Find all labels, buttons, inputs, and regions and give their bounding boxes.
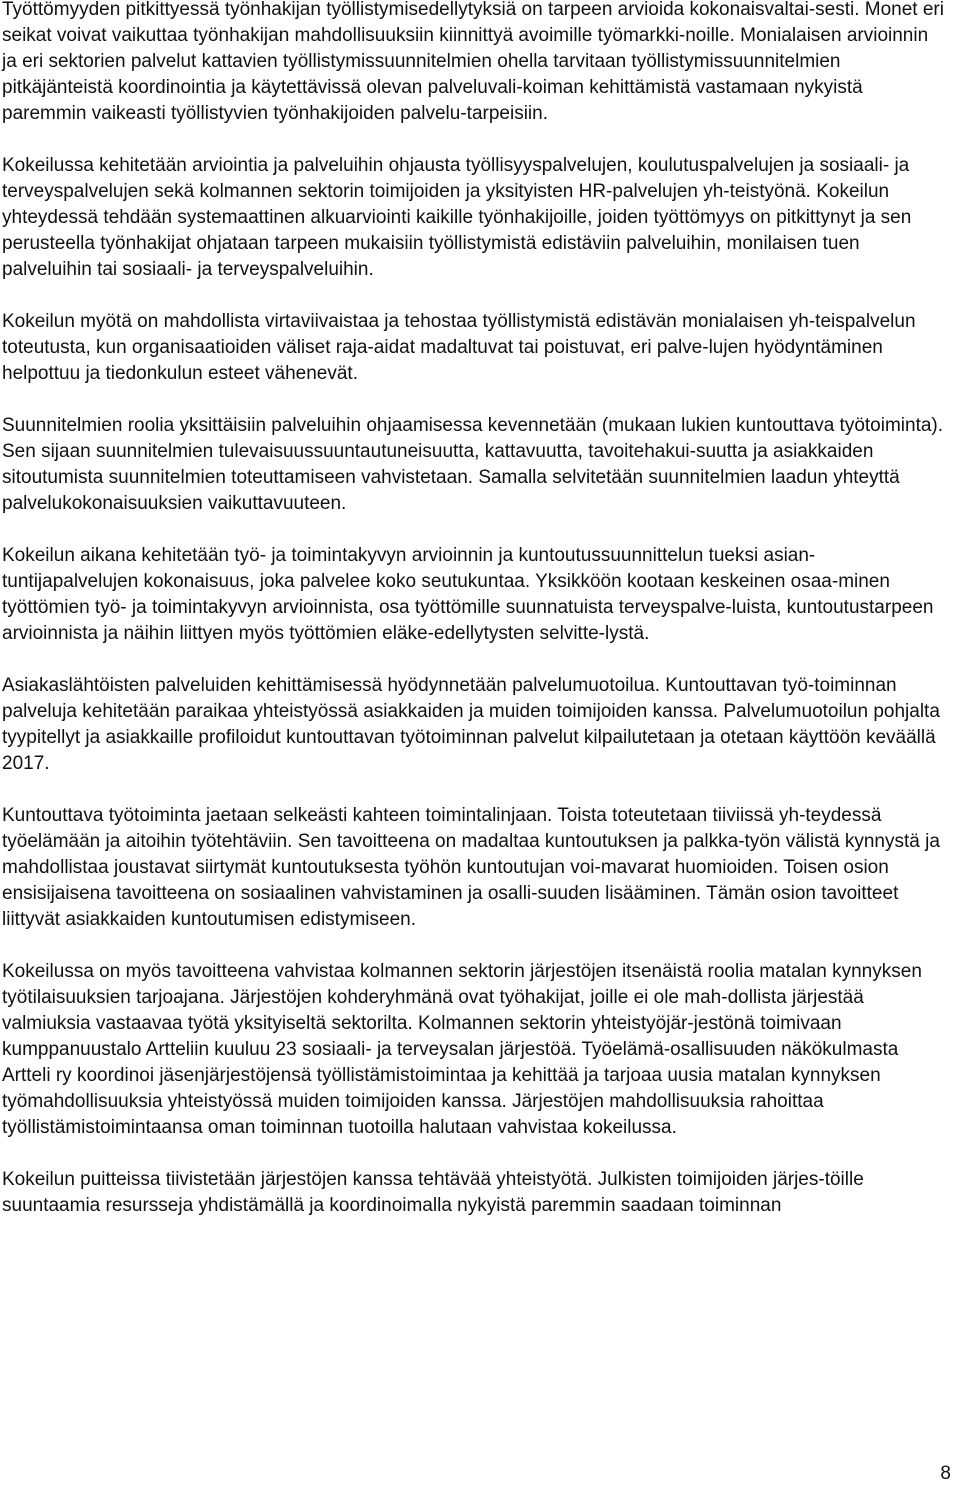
document-page: [2, 0, 946, 1245]
paragraph-5: Kokeilun aikana kehitetään työ- ja toimintakyvyn arvioinnin ja kuntoutussuunnittelun tueksi asian-tuntijapalvelujen kokonaisuus, joka palvelee koko seutukuntaa. Yksikköön kootaan keskeinen osaa-minen työttömien työ- ja toimintakyvyn arvioinnista, osa työttömille suunnatuista terveyspalve-luista, kuntoutustarpeen arvioinnista ja näihin liittyen myös työttömien eläke-edellytysten selvitte-lystä.: [2, 545, 934, 644]
paragraph-6: Asiakaslähtöisten palveluiden kehittämisessä hyödynnetään palvelumuotoilua. Kuntouttavan työ-toiminnan palveluja kehitetään paraikaa yhteistyössä asiakkaiden ja muiden toimijoiden kanssa. Palvelumuotoilun pohjalta tyypitellyt ja asiakkaille profiloidut kuntouttavan työtoiminnan palvelut kilpailutetaan ja otetaan käyttöön keväällä 2017.: [2, 675, 940, 774]
paragraph-8: Kokeilussa on myös tavoitteena vahvistaa kolmannen sektorin järjestöjen itsenäistä roolia matalan kynnyksen työtilaisuuksien tarjoajana. Järjestöjen kohderyhmänä ovat työhakijat, joille ei ole mah-dollista järjestää valmiuksia vastaavaa työtä yksityiseltä sektorilta. Kolmannen sektorin yhteistyöjär-jestönä toimivaan kumppanuustalo Artteliin kuuluu 23 sosiaali- ja terveysalan järjestöä. Työelämä-osallisuuden näkökulmasta Artteli ry koordinoi jäsenjärjestöjensä työllistämistoimintaa ja kehittää ja tarjoaa uusia matalan kynnyksen työmahdollisuuksia yhteistyössä muiden toimijoiden kanssa. Järjestöjen mahdollisuuksia rahoittaa työllistämistoimintaansa oman toiminnan tuotoilla halutaan vahvistaa kokeilussa.: [2, 961, 922, 1138]
page-number: 8: [940, 1463, 951, 1484]
paragraph-3: Kokeilun myötä on mahdollista virtaviivaistaa ja tehostaa työllistymistä edistävän monialaisen yh-teispalvelun toteutusta, kun organisaatioiden väliset raja-aidat madaltuvat tai poistuvat, eri palve-lujen hyödyntäminen helpottuu ja tiedonkulun esteet vähenevät.: [2, 311, 916, 384]
paragraph-9: Kokeilun puitteissa tiivistetään järjestöjen kanssa tehtävää yhteistyötä. Julkisten toimijoiden järjes-töille suuntaamia resursseja yhdistämällä ja koordinoimalla nykyistä paremmin saadaan toiminnan: [2, 1169, 864, 1216]
paragraph-4: Suunnitelmien roolia yksittäisiin palveluihin ohjaamisessa kevennetään (mukaan lukien kuntouttava työtoiminta). Sen sijaan suunnitelmien tulevaisuussuuntautuneisuutta, kattavuutta, tavoitehakui-suutta ja asiakkaiden sitoutumista suunnitelmien toteuttamiseen vahvistetaan. Samalla selvitetään suunnitelmien laadun yhteyttä palvelukokonaisuuksien vaikuttavuuteen.: [2, 415, 944, 514]
paragraph-2: Kokeilussa kehitetään arviointia ja palveluihin ohjausta työllisyyspalvelujen, koulutuspalvelujen ja sosiaali- ja terveyspalvelujen sekä kolmannen sektorin toimijoiden ja yksityisten HR-palvelujen yh-teistyönä. Kokeilun yhteydessä tehdään systemaattinen alkuarviointi kaikille työnhakijoille, joiden työttömyys on pitkittynyt ja sen perusteella työnhakijat ohjataan tarpeen mukaisiin työllistymistä edistäviin palveluihin, monilaisen tuen palveluihin tai sosiaali- ja terveyspalveluihin.: [2, 155, 912, 280]
paragraph-7: Kuntouttava työtoiminta jaetaan selkeästi kahteen toimintalinjaan. Toista toteutetaan tiiviissä yh-teydessä työelämään ja aitoihin työtehtäviin. Sen tavoitteena on madaltaa kuntoutuksen ja palkka-työn välistä kynnystä ja mahdollistaa joustavat siirtymät kuntoutuksesta työhön kuntoutujan voi-mavarat huomioiden. Toisen osion ensisijaisena tavoitteena on sosiaalinen vahvistaminen ja osalli-suuden lisääminen. Tämän osion tavoitteet liittyvät asiakkaiden kuntoutumisen edistymiseen.: [2, 805, 940, 930]
paragraph-1: Työttömyyden pitkittyessä työnhakijan työllistymisedellytyksiä on tarpeen arvioida kokonaisvaltai-sesti. Monet eri seikat voivat vaikuttaa työnhakijan mahdollisuuksiin kiinnittyä avoimille työmarkki-noille. Monialaisen arvioinnin ja eri sektorien palvelut kattavien työllistymissuunnitelmien ohella tarvitaan työllistymissuunnitelmien pitkäjänteistä koordinointia ja käytettävissä olevan palveluvali-koiman kehittämistä vastamaan nykyistä paremmin vaikeasti työllistyvien työnhakijoiden palvelu-tarpeisiin.: [2, 0, 944, 124]
